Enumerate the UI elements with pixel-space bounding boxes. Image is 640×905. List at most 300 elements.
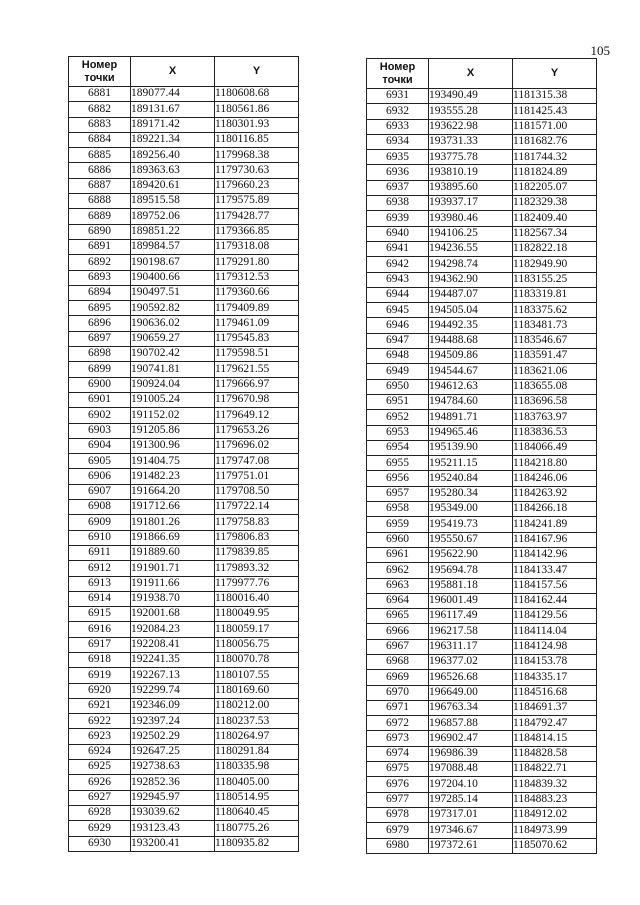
x-cell: 195694.78 [429, 563, 513, 578]
y-cell: 1179751.01 [215, 469, 299, 484]
point-number-cell: 6905 [69, 454, 131, 469]
table-row [367, 150, 597, 165]
x-cell: 191911.66 [131, 576, 215, 591]
point-number-cell: 6948 [367, 349, 429, 364]
point-number-cell: 6931 [367, 89, 429, 104]
x-cell: 196117.49 [429, 609, 513, 624]
x-cell: 192241.35 [131, 652, 215, 667]
y-cell: 1181682.76 [513, 134, 597, 149]
point-number-cell: 6933 [367, 119, 429, 134]
point-number-cell: 6952 [367, 410, 429, 425]
point-number-cell: 6886 [69, 163, 131, 178]
x-cell: 193775.78 [429, 150, 513, 165]
table-row [367, 807, 597, 822]
y-cell: 1184516.68 [513, 685, 597, 700]
table-row [69, 87, 299, 102]
table-row [69, 438, 299, 453]
y-cell: 1184912.02 [513, 807, 597, 822]
x-cell: 190659.27 [131, 331, 215, 346]
table-row [367, 517, 597, 532]
y-cell: 1183591.47 [513, 349, 597, 364]
x-cell: 190497.51 [131, 285, 215, 300]
y-cell: 1179409.89 [215, 301, 299, 316]
table-row [367, 226, 597, 241]
table-row [69, 729, 299, 744]
table-row [69, 239, 299, 254]
table-row [69, 270, 299, 285]
x-cell: 195550.67 [429, 532, 513, 547]
table-row [367, 349, 597, 364]
x-cell: 191866.69 [131, 530, 215, 545]
y-cell: 1184218.80 [513, 456, 597, 471]
y-cell: 1179722.14 [215, 500, 299, 515]
point-number-cell: 6904 [69, 438, 131, 453]
y-cell: 1183696.58 [513, 394, 597, 409]
table-row [367, 196, 597, 211]
point-number-cell: 6979 [367, 823, 429, 838]
y-cell: 1183319.81 [513, 287, 597, 302]
point-number-cell: 6972 [367, 716, 429, 731]
y-cell: 1180405.00 [215, 775, 299, 790]
y-cell: 1180237.53 [215, 714, 299, 729]
x-cell: 191938.70 [131, 591, 215, 606]
point-number-cell: 6942 [367, 257, 429, 272]
x-cell: 194891.71 [429, 410, 513, 425]
x-cell: 195280.34 [429, 486, 513, 501]
x-cell: 190400.66 [131, 270, 215, 285]
point-number-cell: 6970 [367, 685, 429, 700]
table-row [367, 746, 597, 761]
x-cell: 191889.60 [131, 545, 215, 560]
y-cell: 1184142.96 [513, 547, 597, 562]
y-cell: 1184246.06 [513, 471, 597, 486]
y-cell: 1179708.50 [215, 484, 299, 499]
point-number-cell: 6930 [69, 836, 131, 851]
point-number-cell: 6913 [69, 576, 131, 591]
x-cell: 194544.67 [429, 364, 513, 379]
point-number-cell: 6934 [367, 134, 429, 149]
table-row [69, 301, 299, 316]
y-cell: 1180059.17 [215, 622, 299, 637]
point-number-cell: 6881 [69, 87, 131, 102]
table-row [367, 287, 597, 302]
table-row [367, 394, 597, 409]
x-cell: 192346.09 [131, 698, 215, 713]
table-row [69, 454, 299, 469]
point-number-cell: 6967 [367, 639, 429, 654]
y-cell: 1184792.47 [513, 716, 597, 731]
y-cell: 1179660.23 [215, 178, 299, 193]
y-cell: 1182409.40 [513, 211, 597, 226]
point-number-cell: 6953 [367, 425, 429, 440]
table-row [367, 379, 597, 394]
y-cell: 1181315.38 [513, 89, 597, 104]
x-cell: 190741.81 [131, 362, 215, 377]
x-cell: 189131.67 [131, 102, 215, 117]
x-cell: 193895.60 [429, 180, 513, 195]
table-row [367, 624, 597, 639]
y-cell: 1181744.32 [513, 150, 597, 165]
table-row [367, 456, 597, 471]
table-row [367, 257, 597, 272]
x-cell: 197204.10 [429, 777, 513, 792]
y-cell: 1184241.89 [513, 517, 597, 532]
table-row [367, 838, 597, 853]
point-number-cell: 6897 [69, 331, 131, 346]
point-number-cell: 6884 [69, 132, 131, 147]
y-cell: 1183655.08 [513, 379, 597, 394]
y-cell: 1179893.32 [215, 561, 299, 576]
table-row [69, 377, 299, 392]
table-row [367, 563, 597, 578]
point-number-cell: 6980 [367, 838, 429, 853]
table-row [69, 515, 299, 530]
table-row [367, 639, 597, 654]
point-number-cell: 6882 [69, 102, 131, 117]
y-cell: 1179806.83 [215, 530, 299, 545]
header-row [69, 57, 299, 87]
y-cell: 1179366.85 [215, 224, 299, 239]
table-row [69, 622, 299, 637]
point-number-cell: 6889 [69, 209, 131, 224]
y-cell: 1179621.55 [215, 362, 299, 377]
table-row [69, 744, 299, 759]
table-row [69, 331, 299, 346]
y-cell: 1184839.32 [513, 777, 597, 792]
table-row [367, 440, 597, 455]
y-cell: 1181425.43 [513, 104, 597, 119]
table-row [69, 469, 299, 484]
table-row [69, 500, 299, 515]
y-cell: 1184133.47 [513, 563, 597, 578]
table-row [69, 224, 299, 239]
point-number-cell: 6893 [69, 270, 131, 285]
table-row [69, 790, 299, 805]
y-cell: 1180016.40 [215, 591, 299, 606]
table-row [69, 637, 299, 652]
point-number-cell: 6956 [367, 471, 429, 486]
table-row [69, 714, 299, 729]
table-row [69, 775, 299, 790]
y-cell: 1180561.86 [215, 102, 299, 117]
table-row [69, 392, 299, 407]
coordinates-table-right [366, 58, 597, 854]
y-cell: 1184167.96 [513, 532, 597, 547]
x-cell: 193555.28 [429, 104, 513, 119]
x-cell: 189851.22 [131, 224, 215, 239]
point-number-cell: 6944 [367, 287, 429, 302]
table-row [367, 700, 597, 715]
x-cell: 196217.58 [429, 624, 513, 639]
y-cell: 1180107.55 [215, 668, 299, 683]
y-cell: 1179312.53 [215, 270, 299, 285]
point-number-cell: 6964 [367, 593, 429, 608]
y-cell: 1179839.85 [215, 545, 299, 560]
point-number-cell: 6935 [367, 150, 429, 165]
x-cell: 196649.00 [429, 685, 513, 700]
y-cell: 1183155.25 [513, 272, 597, 287]
x-cell: 193937.17 [429, 196, 513, 211]
x-cell: 195139.90 [429, 440, 513, 455]
y-cell: 1180301.93 [215, 117, 299, 132]
x-cell: 196526.68 [429, 670, 513, 685]
y-cell: 1184828.58 [513, 746, 597, 761]
y-cell: 1179730.63 [215, 163, 299, 178]
point-number-cell: 6895 [69, 301, 131, 316]
point-number-cell: 6928 [69, 805, 131, 820]
y-cell: 1183375.62 [513, 303, 597, 318]
x-cell: 194492.35 [429, 318, 513, 333]
point-number-cell: 6976 [367, 777, 429, 792]
x-cell: 191482.23 [131, 469, 215, 484]
x-cell: 197372.61 [429, 838, 513, 853]
x-cell: 195349.00 [429, 502, 513, 517]
point-number-cell: 6971 [367, 700, 429, 715]
y-cell: 1182329.38 [513, 196, 597, 211]
x-cell: 189984.57 [131, 239, 215, 254]
point-number-cell: 6923 [69, 729, 131, 744]
table-row [367, 731, 597, 746]
y-cell: 1179598.51 [215, 347, 299, 362]
x-cell: 194488.68 [429, 333, 513, 348]
x-cell: 197285.14 [429, 792, 513, 807]
y-cell: 1183481.73 [513, 318, 597, 333]
y-cell: 1184691.37 [513, 700, 597, 715]
table-row [69, 408, 299, 423]
x-cell: 194505.04 [429, 303, 513, 318]
y-cell: 1180116.85 [215, 132, 299, 147]
table-row [69, 132, 299, 147]
x-cell: 195881.18 [429, 578, 513, 593]
x-cell: 189256.40 [131, 148, 215, 163]
page-number: 105 [590, 43, 610, 58]
x-cell: 194487.07 [429, 287, 513, 302]
point-number-cell: 6920 [69, 683, 131, 698]
y-cell: 1184822.71 [513, 762, 597, 777]
table-row [69, 102, 299, 117]
table-row [69, 576, 299, 591]
point-number-cell: 6955 [367, 456, 429, 471]
point-number-cell: 6908 [69, 500, 131, 515]
table-row [69, 209, 299, 224]
point-number-cell: 6883 [69, 117, 131, 132]
point-number-cell: 6965 [367, 609, 429, 624]
table-row [69, 530, 299, 545]
y-cell: 1184973.99 [513, 823, 597, 838]
y-cell: 1181824.89 [513, 165, 597, 180]
y-cell: 1184162.44 [513, 593, 597, 608]
table-row [367, 425, 597, 440]
coordinates-table-left [68, 56, 299, 852]
x-cell: 191664.20 [131, 484, 215, 499]
point-number-cell: 6916 [69, 622, 131, 637]
table-row [69, 591, 299, 606]
x-cell: 190592.82 [131, 301, 215, 316]
point-number-cell: 6885 [69, 148, 131, 163]
y-cell: 1179545.83 [215, 331, 299, 346]
point-number-cell: 6896 [69, 316, 131, 331]
x-cell: 192647.25 [131, 744, 215, 759]
point-number-cell: 6969 [367, 670, 429, 685]
x-cell: 196763.34 [429, 700, 513, 715]
y-cell: 1179968.38 [215, 148, 299, 163]
point-number-cell: 6903 [69, 423, 131, 438]
point-number-cell: 6977 [367, 792, 429, 807]
x-cell: 196902.47 [429, 731, 513, 746]
x-cell: 194784.60 [429, 394, 513, 409]
table-row [367, 609, 597, 624]
table-row [367, 762, 597, 777]
y-cell: 1185070.62 [513, 838, 597, 853]
y-cell: 1180608.68 [215, 87, 299, 102]
x-cell: 196311.17 [429, 639, 513, 654]
point-number-cell: 6887 [69, 178, 131, 193]
x-cell: 189420.61 [131, 178, 215, 193]
x-cell: 192852.36 [131, 775, 215, 790]
table-row [367, 211, 597, 226]
y-cell: 1182822.18 [513, 241, 597, 256]
table-row [367, 364, 597, 379]
x-cell: 196986.39 [429, 746, 513, 761]
point-number-cell: 6961 [367, 547, 429, 562]
point-number-cell: 6899 [69, 362, 131, 377]
point-number-cell: 6937 [367, 180, 429, 195]
table-row [69, 698, 299, 713]
y-cell: 1180775.26 [215, 821, 299, 836]
point-number-cell: 6940 [367, 226, 429, 241]
point-number-cell: 6922 [69, 714, 131, 729]
y-cell: 1179977.76 [215, 576, 299, 591]
y-cell: 1180935.82 [215, 836, 299, 851]
table-row [367, 532, 597, 547]
point-number-cell: 6968 [367, 654, 429, 669]
table-row [69, 760, 299, 775]
x-cell: 194612.63 [429, 379, 513, 394]
point-number-cell: 6907 [69, 484, 131, 499]
point-number-cell: 6898 [69, 347, 131, 362]
x-cell: 189752.06 [131, 209, 215, 224]
table-row [367, 823, 597, 838]
y-cell: 1179428.77 [215, 209, 299, 224]
point-number-cell: 6943 [367, 272, 429, 287]
point-number-cell: 6932 [367, 104, 429, 119]
y-cell: 1184335.17 [513, 670, 597, 685]
table-row [69, 347, 299, 362]
point-number-cell: 6890 [69, 224, 131, 239]
point-number-cell: 6892 [69, 255, 131, 270]
point-number-cell: 6929 [69, 821, 131, 836]
table-row [367, 685, 597, 700]
x-cell: 189221.34 [131, 132, 215, 147]
x-cell: 192208.41 [131, 637, 215, 652]
x-cell: 189363.63 [131, 163, 215, 178]
y-cell: 1179291.80 [215, 255, 299, 270]
y-cell: 1184114.04 [513, 624, 597, 639]
table-row [367, 792, 597, 807]
y-cell: 1180291.84 [215, 744, 299, 759]
y-cell: 1180212.00 [215, 698, 299, 713]
x-cell: 191801.26 [131, 515, 215, 530]
table-row [367, 119, 597, 134]
y-cell: 1184066.49 [513, 440, 597, 455]
x-cell: 191300.96 [131, 438, 215, 453]
x-cell: 192502.29 [131, 729, 215, 744]
point-number-cell: 6946 [367, 318, 429, 333]
x-cell: 191404.75 [131, 454, 215, 469]
x-cell: 191205.86 [131, 423, 215, 438]
point-number-cell: 6914 [69, 591, 131, 606]
y-cell: 1184814.15 [513, 731, 597, 746]
y-cell: 1184157.56 [513, 578, 597, 593]
point-number-cell: 6900 [69, 377, 131, 392]
point-number-cell: 6960 [367, 532, 429, 547]
x-cell: 195240.84 [429, 471, 513, 486]
table-row [367, 547, 597, 562]
y-cell: 1180169.60 [215, 683, 299, 698]
y-cell: 1180070.78 [215, 652, 299, 667]
point-number-cell: 6959 [367, 517, 429, 532]
table-row [367, 654, 597, 669]
header-x: X [131, 57, 215, 87]
x-cell: 193622.98 [429, 119, 513, 134]
table-row [69, 148, 299, 163]
y-cell: 1183763.97 [513, 410, 597, 425]
point-number-cell: 6947 [367, 333, 429, 348]
y-cell: 1183621.06 [513, 364, 597, 379]
y-cell: 1184153.78 [513, 654, 597, 669]
x-cell: 194965.46 [429, 425, 513, 440]
x-cell: 189077.44 [131, 87, 215, 102]
table-row [69, 285, 299, 300]
x-cell: 192267.13 [131, 668, 215, 683]
table-row [367, 89, 597, 104]
table-row [367, 104, 597, 119]
point-number-cell: 6917 [69, 637, 131, 652]
table-row [367, 471, 597, 486]
table-row [69, 423, 299, 438]
y-cell: 1184883.23 [513, 792, 597, 807]
point-number-cell: 6924 [69, 744, 131, 759]
header-y: Y [513, 59, 597, 89]
table-row [69, 561, 299, 576]
y-cell: 1184263.92 [513, 486, 597, 501]
point-number-cell: 6888 [69, 194, 131, 209]
y-cell: 1180049.95 [215, 607, 299, 622]
y-cell: 1184124.98 [513, 639, 597, 654]
point-number-cell: 6975 [367, 762, 429, 777]
y-cell: 1179758.83 [215, 515, 299, 530]
x-cell: 193200.41 [131, 836, 215, 851]
point-number-cell: 6957 [367, 486, 429, 501]
y-cell: 1179318.08 [215, 239, 299, 254]
point-number-cell: 6951 [367, 394, 429, 409]
x-cell: 195211.15 [429, 456, 513, 471]
table-row [69, 805, 299, 820]
x-cell: 190924.04 [131, 377, 215, 392]
point-number-cell: 6927 [69, 790, 131, 805]
x-cell: 192738.63 [131, 760, 215, 775]
point-number-cell: 6926 [69, 775, 131, 790]
x-cell: 191901.71 [131, 561, 215, 576]
y-cell: 1180264.97 [215, 729, 299, 744]
table-row [367, 134, 597, 149]
x-cell: 189171.42 [131, 117, 215, 132]
x-cell: 193123.43 [131, 821, 215, 836]
x-cell: 192945.97 [131, 790, 215, 805]
x-cell: 193810.19 [429, 165, 513, 180]
point-number-cell: 6936 [367, 165, 429, 180]
y-cell: 1180640.45 [215, 805, 299, 820]
